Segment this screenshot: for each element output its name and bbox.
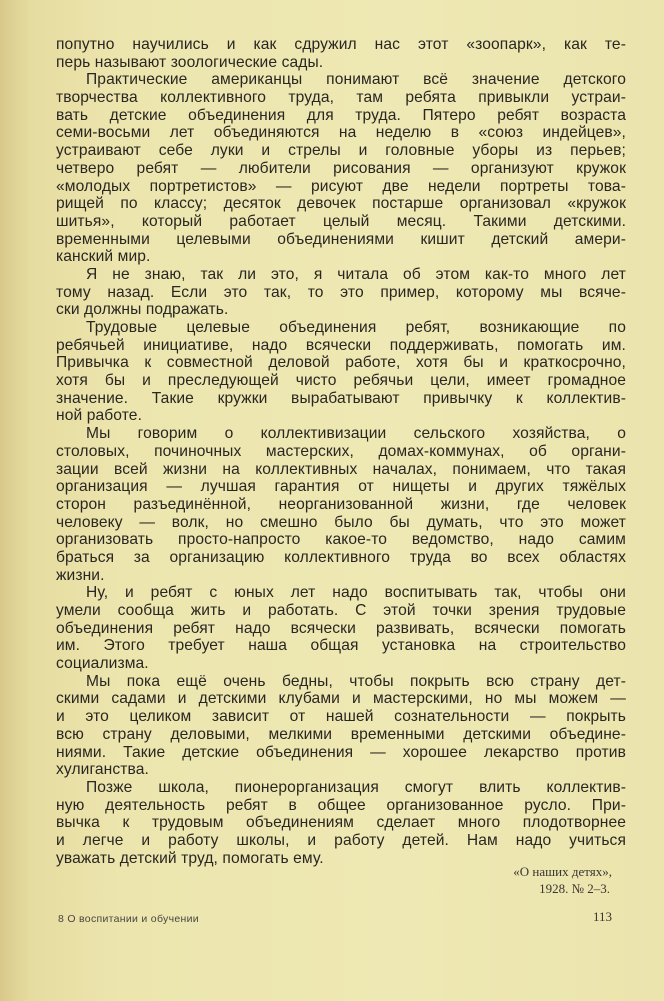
text-line: рищей по классу; десяток девочек постарше организовал «кружок — [56, 195, 626, 213]
source-issue: 1928. № 2–3. — [539, 881, 610, 896]
text-line: хулиганства. — [56, 761, 149, 779]
text-line: вычка к трудовым объединениям сделает много плодотворнее — [56, 814, 626, 832]
text-line: ную деятельность ребят в общее организованное русло. При- — [56, 796, 626, 814]
page-body — [56, 36, 626, 867]
paragraph — [56, 266, 626, 319]
page-number: 113 — [592, 909, 612, 924]
text-line: уважать детский труд, помогать ему. — [56, 849, 324, 867]
text-line: сторон разъединённой, неорганизованной жизни, где человек — [56, 495, 626, 513]
text-line: устраивают себе луки и стрелы и головные уборы из перьев; — [56, 142, 626, 160]
text-line: Я не знаю, так ли это, я читала об этом как-то много лет — [86, 265, 626, 283]
text-line: им. Этого требует наша общая установка на строительство — [56, 637, 626, 655]
text-line: перь называют зоологические сады. — [56, 53, 324, 71]
text-line: творчества коллективного труда, там ребята привыкли устраи- — [56, 89, 626, 107]
text-line: и легче и работу школы, и работу детей. Нам надо учиться — [56, 831, 626, 849]
text-line: и это целиком зависит от нашей сознательности — покрыть — [56, 708, 626, 726]
text-line: Трудовые целевые объединения ребят, возникающие по — [86, 319, 626, 336]
text-line: временными целевыми объединениями кишит детский амери- — [56, 230, 626, 248]
text-line: умели сообща жить и работать. С этой точки зрения трудовые — [56, 602, 626, 619]
text-line: социализма. — [56, 655, 149, 673]
text-line: всю страну деловыми, мелкими временными детскими объедине- — [56, 725, 626, 743]
text-line: Позже школа, пионерорганизация смогут влить коллектив- — [86, 778, 626, 796]
paragraph — [56, 779, 626, 867]
text-line: шитья», который работает целый месяц. Такими детскими. — [56, 212, 626, 230]
paragraph — [56, 36, 626, 71]
text-line: «молодых портретистов» — рисуют две недели портреты това- — [56, 177, 626, 195]
text-line: Практические американцы понимают всё значение детского — [86, 71, 626, 89]
text-line: вать детские объединения для труда. Пятеро ребят возраста — [56, 106, 626, 124]
text-line: объединения ребят надо всячески развивать, всячески помогать — [56, 619, 626, 637]
text-line: ребячьей инициативе, надо всячески поддерживать, помогать им. — [56, 336, 626, 354]
paragraph — [56, 584, 626, 672]
text-line: ниями. Такие детские объединения — хорошее лекарство против — [56, 743, 626, 761]
text-line: семи-восьми лет объединяются на неделю в «союз индейцев», — [56, 124, 626, 142]
source-title: «О наших детях», — [513, 864, 612, 879]
printer-signature: 8 О воспитании и обучении — [58, 913, 199, 925]
text-line: ной работе. — [56, 407, 143, 425]
text-line: организовать просто-напросто какое-то ведомство, надо самим — [56, 531, 626, 549]
text-line: Ну, и ребят с юных лет надо воспитывать так, чтобы они — [86, 584, 626, 602]
text-line: Привычка к совместной деловой работе, хотя бы и краткосрочно, — [56, 354, 626, 372]
text-line: хотя бы и преследующей чисто ребячьи цели, имеет громадное — [56, 372, 626, 390]
text-line: четверо ребят — любители рисования — организуют кружок — [56, 159, 626, 177]
paragraph — [56, 71, 626, 266]
paragraph — [56, 673, 626, 779]
text-line: Мы пока ещё очень бедны, чтобы покрыть всю страну дет- — [86, 672, 626, 690]
text-line: значение. Такие кружки вырабатывают привычку к коллектив- — [56, 389, 626, 407]
source-citation — [513, 863, 612, 897]
paragraph — [56, 425, 626, 584]
text-line: попутно научились и как сдружил нас этот «зоопарк», как те- — [56, 36, 626, 53]
text-line: человеку — волк, но смешно было бы думать, что это может — [56, 513, 626, 531]
text-line: тому назад. Если это так, то это пример, которому мы всяче- — [56, 283, 626, 301]
text-line: скими садами и детскими клубами и мастерскими, но мы можем — — [56, 690, 626, 708]
text-line: Мы говорим о коллективизации сельского хозяйства, о — [86, 425, 626, 443]
text-line: браться за организацию коллективного труда во всех областях — [56, 548, 626, 566]
text-line: жизни. — [56, 566, 105, 584]
text-line: канский мир. — [56, 248, 151, 266]
text-line: столовых, починочных мастерских, домах-коммунах, об органи- — [56, 442, 626, 460]
text-line: зации всей жизни на коллективных началах, понимаем, что такая — [56, 460, 626, 478]
paragraph — [56, 319, 626, 425]
text-line: организация — лучшая гарантия от нищеты и других тяжёлых — [56, 478, 626, 496]
text-line: ски должны подражать. — [56, 301, 229, 319]
